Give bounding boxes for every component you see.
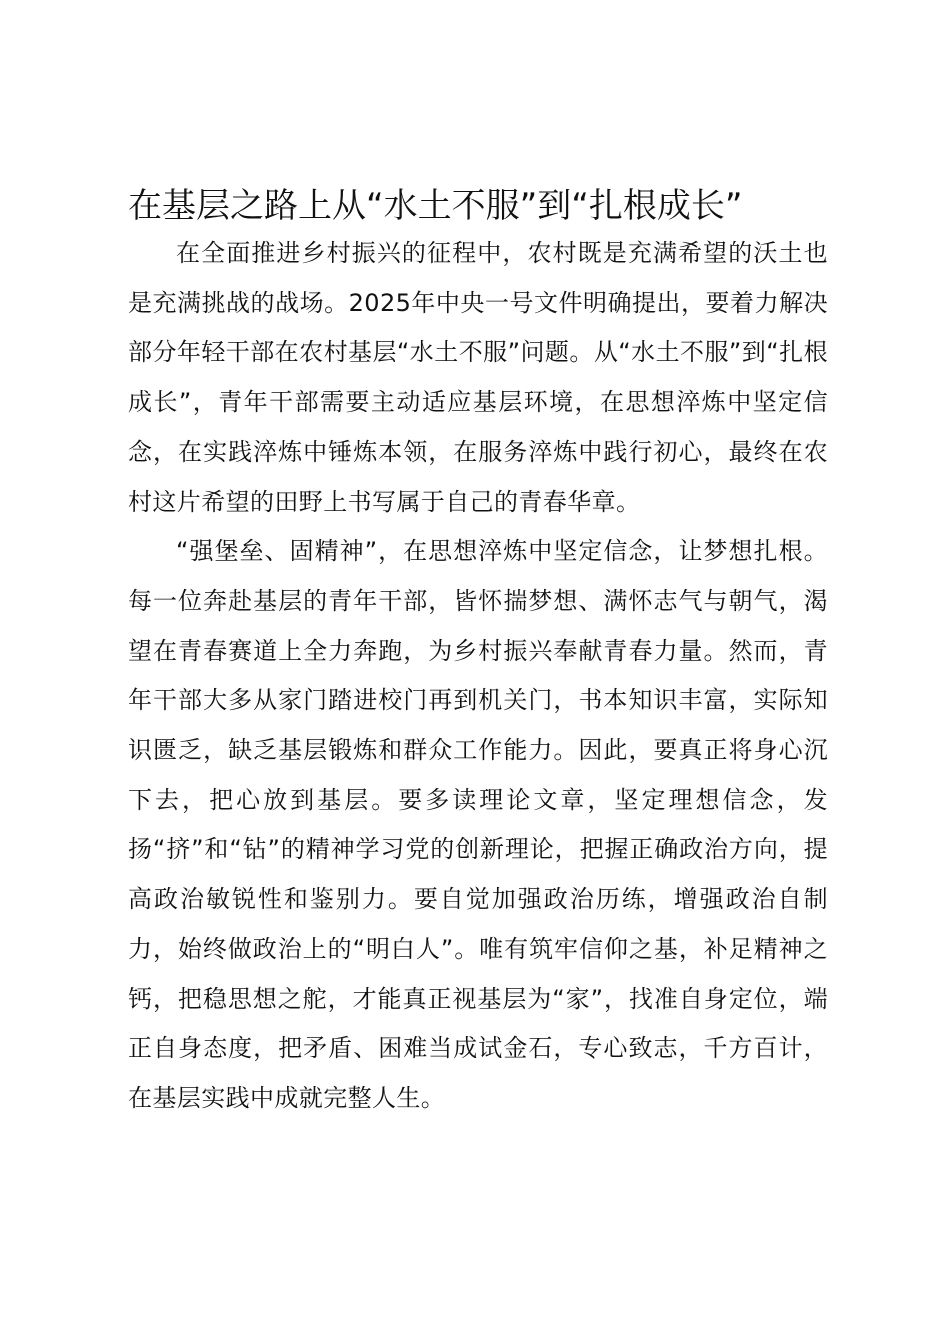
paragraph-2: “强堡垒、固精神”，在思想淬炼中坚定信念，让梦想扎根。每一位奔赴基层的青年干部，皆怀揣梦想、满怀志气与朝气，渴望在青春赛道上全力奔跑，为乡村振兴奉献青春力量。然而，青年干部大多从家门踏进校门再到机关门，书本知识丰富，实际知识匮乏，缺乏基层锻炼和群众工作能力。因此，要真正将身心沉下去，把心放到基层。要多读理论文章，坚定理想信念，发扬“挤”和“钻”的精神学习党的创新理论，把握正确政治方向，提高政治敏锐性和鉴别力。要自觉加强政治历练，增强政治自制力，始终做政治上的“明白人”。唯有筑牢信仰之基，补足精神之钙，把稳思想之舵，才能真正视基层为“家”，找准自身定位，端正自身态度，把矛盾、困难当成试金石，专心致志，千方百计，在基层实践中成就完整人生。 xyxy=(128,537,828,1112)
document-title: 在基层之路上从“水土不服”到“扎根成长” xyxy=(128,186,743,226)
document-body xyxy=(128,229,828,1124)
paragraph-1: 在全面推进乡村振兴的征程中，农村既是充满希望的沃土也是充满挑战的战场。2025年中央一号文件明确提出，要着力解决部分年轻干部在农村基层“水土不服”问题。从“水土不服”到“扎根成长”，青年干部需要主动适应基层环境，在思想淬炼中坚定信念，在实践淬炼中锤炼本领，在服务淬炼中践行初心，最终在农村这片希望的田野上书写属于自己的青春华章。 xyxy=(128,239,828,516)
